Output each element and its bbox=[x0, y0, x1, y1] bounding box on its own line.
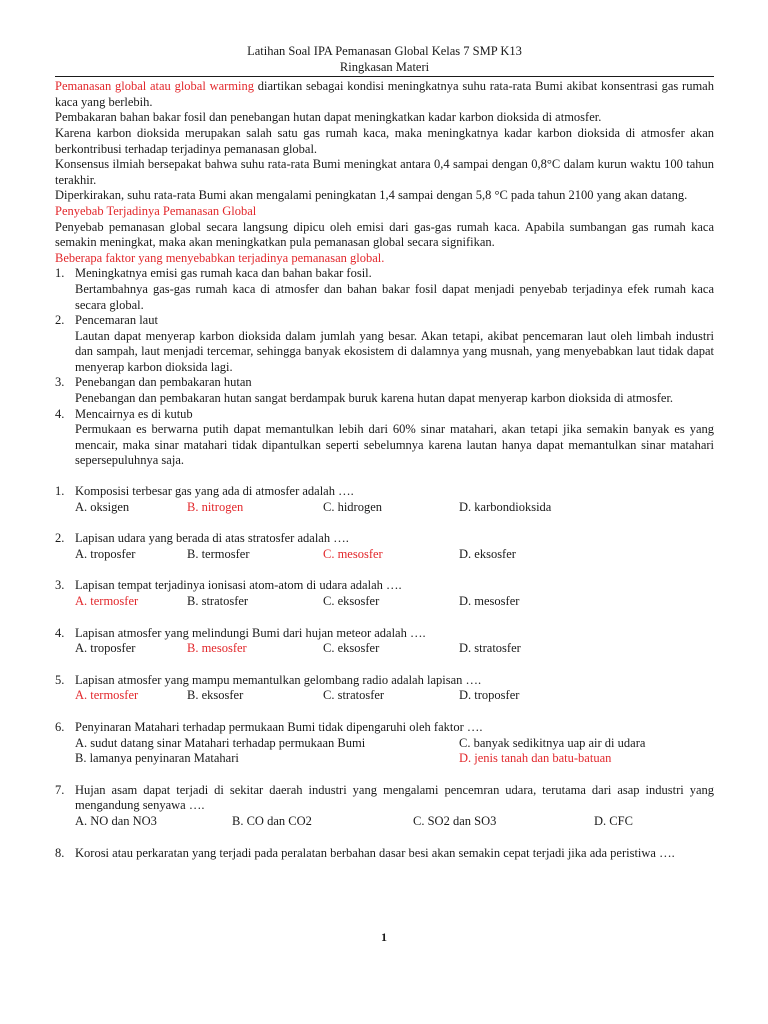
factor-text: Lautan dapat menyerap karbon dioksida dalam jumlah yang besar. Akan tetapi, akibat pencemaran laut oleh limbah industri dan sampah, laut menjadi tercemar, sehingga banyak ekosistem di dalamnya yang musnah, yang menyebabkan laut tidak dapat menyerap karbon dioksida lagi. bbox=[75, 328, 714, 374]
question-text: Lapisan atmosfer yang mampu memantulkan gelombang radio adalah lapisan …. bbox=[75, 672, 482, 687]
summary-paragraph-2: Pembakaran bahan bakar fosil dan penebangan hutan dapat meningkatkan kadar karbon dioksida di atmosfer. bbox=[55, 110, 602, 125]
factor-text: Penebangan dan pembakaran hutan sangat berdampak buruk karena hutan dapat menyerap karbon dioksida di atmosfer. bbox=[75, 391, 674, 406]
answer-option-correct: A. termosfer bbox=[75, 594, 139, 608]
answer-option-correct: D. jenis tanah dan batu-batuan bbox=[459, 751, 612, 766]
question-item bbox=[55, 720, 714, 767]
factor-list bbox=[55, 266, 714, 469]
answer-option: A. NO dan NO3 bbox=[75, 813, 157, 828]
factor-item bbox=[55, 375, 714, 406]
question-number: 7. bbox=[55, 782, 65, 797]
question-text: Lapisan udara yang berada di atas stratosfer adalah …. bbox=[75, 531, 349, 546]
summary-paragraph-3: Karena karbon dioksida merupakan salah satu gas rumah kaca, maka meningkatnya kadar karbon dioksida di atmosfer akan berkontribusi terhadap terjadinya pemanasan global. bbox=[55, 125, 714, 156]
answer-option: C. hidrogen bbox=[323, 499, 383, 514]
answer-option-correct: B. nitrogen bbox=[187, 499, 244, 514]
option-row bbox=[75, 594, 714, 610]
factor-text: Bertambahnya gas-gas rumah kaca di atmosfer dan bahan bakar fosil dapat menjadi penyebab terjadinya efek rumah kaca secara global. bbox=[75, 281, 714, 312]
answer-option: C. banyak sedikitnya uap air di udara bbox=[459, 735, 646, 750]
question-text: Komposisi terbesar gas yang ada di atmosfer adalah …. bbox=[75, 484, 354, 499]
option-row bbox=[75, 688, 714, 704]
answer-option: B. lamanya penyinaran Matahari bbox=[75, 751, 239, 766]
question-list bbox=[55, 484, 714, 861]
page-title: Latihan Soal IPA Pemanasan Global Kelas 7 SMP K13 bbox=[247, 44, 522, 58]
factor-item bbox=[55, 407, 714, 469]
answer-option: C. stratosfer bbox=[323, 688, 385, 703]
document-page bbox=[55, 44, 714, 861]
option-row bbox=[75, 751, 714, 767]
header-divider bbox=[55, 76, 714, 77]
question-number: 1. bbox=[55, 484, 65, 499]
highlight-term: Pemanasan global atau global warming bbox=[55, 79, 255, 94]
factor-number: 1. bbox=[55, 266, 65, 281]
factor-title: Penebangan dan pembakaran hutan bbox=[75, 375, 252, 390]
answer-option: D. mesosfer bbox=[459, 594, 520, 608]
cause-paragraph: Penyebab pemanasan global secara langsung dipicu oleh emisi dari gas-gas rumah kaca. Apabila sumbangan gas rumah kaca semakin meningkat, maka akan meningkatkan pula pemanasan global secara signifikan. bbox=[55, 219, 714, 250]
summary-paragraph-5: Diperkirakan, suhu rata-rata Bumi akan mengalami peningkatan 1,4 sampai dengan 5,8 °C pada tahun 2100 yang akan datang. bbox=[55, 188, 688, 203]
summary-paragraph-1: Pemanasan global atau global warming diartikan sebagai kondisi meningkatnya suhu rata-rata Bumi akibat konsentrasi gas rumah kaca yang berlebih. bbox=[55, 79, 714, 109]
question-item bbox=[55, 783, 714, 830]
option-row bbox=[75, 500, 714, 516]
option-row bbox=[75, 736, 714, 752]
option-row bbox=[75, 641, 714, 657]
question-text: Lapisan atmosfer yang melindungi Bumi dari hujan meteor adalah …. bbox=[75, 625, 426, 640]
question-item bbox=[55, 673, 714, 704]
answer-option: D. troposfer bbox=[459, 688, 520, 703]
answer-option: A. oksigen bbox=[75, 499, 130, 514]
question-number: 2. bbox=[55, 531, 65, 546]
answer-option: B. eksosfer bbox=[187, 688, 244, 703]
question-text: Lapisan tempat terjadinya ionisasi atom-atom di udara adalah …. bbox=[75, 578, 402, 593]
answer-option: B. CO dan CO2 bbox=[232, 813, 312, 828]
option-row bbox=[75, 814, 714, 830]
answer-option: B. termosfer bbox=[187, 546, 250, 561]
question-number: 4. bbox=[55, 625, 65, 640]
option-row bbox=[75, 547, 714, 563]
answer-option: A. troposfer bbox=[75, 546, 136, 561]
question-item bbox=[55, 626, 714, 657]
answer-option: A. sudut datang sinar Matahari terhadap permukaan Bumi bbox=[75, 735, 366, 750]
factor-text: Permukaan es berwarna putih dapat memantulkan lebih dari 60% sinar matahari, akan tetapi jika semakin banyak es yang mencair, maka sinar matahari tidak dipantulkan seperti sebelumnya karena lautan hanya dapat memantulkan sinar matahari sepersepuluhnya saja. bbox=[75, 422, 714, 468]
answer-option: C. eksosfer bbox=[323, 641, 380, 656]
question-text: Penyinaran Matahari terhadap permukaan Bumi tidak dipengaruhi oleh faktor …. bbox=[75, 719, 483, 734]
factor-item bbox=[55, 266, 714, 313]
question-number: 3. bbox=[55, 578, 65, 593]
answer-option-correct: A. termosfer bbox=[75, 688, 139, 703]
answer-option: C. SO2 dan SO3 bbox=[413, 813, 497, 828]
factor-item bbox=[55, 313, 714, 375]
answer-option: D. eksosfer bbox=[459, 546, 516, 561]
answer-option-correct: C. mesosfer bbox=[323, 546, 383, 561]
summary-paragraph-4: Konsensus ilmiah bersepakat bahwa suhu rata-rata Bumi meningkat antara 0,4 sampai dengan 0,8°C dalam kurun waktu 100 tahun terakhir. bbox=[55, 157, 714, 187]
question-text: Hujan asam dapat terjadi di sekitar daerah industri yang mengalami pencemran udara, terutama dari asap industri yang mengandung senyawa …. bbox=[75, 782, 714, 813]
page-number: 1 bbox=[381, 930, 387, 944]
factor-title: Mencairnya es di kutub bbox=[75, 406, 193, 421]
question-number: 5. bbox=[55, 672, 65, 687]
answer-option: C. eksosfer bbox=[323, 594, 380, 608]
section-heading-factors: Beberapa faktor yang menyebabkan terjadinya pemanasan global. bbox=[55, 250, 385, 265]
factor-number: 2. bbox=[55, 313, 65, 328]
answer-option: D. CFC bbox=[594, 813, 633, 828]
factor-title: Pencemaran laut bbox=[75, 313, 158, 328]
factor-title: Meningkatnya emisi gas rumah kaca dan bahan bakar fosil. bbox=[75, 266, 372, 281]
answer-option: A. troposfer bbox=[75, 641, 136, 656]
page-subtitle: Ringkasan Materi bbox=[339, 59, 430, 74]
answer-option-correct: B. mesosfer bbox=[187, 641, 247, 656]
answer-option: B. stratosfer bbox=[187, 594, 249, 608]
question-item bbox=[55, 531, 714, 562]
answer-option: D. karbondioksida bbox=[459, 499, 552, 514]
section-heading-cause: Penyebab Terjadinya Pemanasan Global bbox=[55, 203, 257, 218]
question-number: 6. bbox=[55, 719, 65, 734]
factor-number: 3. bbox=[55, 375, 65, 390]
question-item bbox=[55, 578, 714, 609]
question-item bbox=[55, 846, 714, 862]
factor-number: 4. bbox=[55, 406, 65, 421]
question-text: Korosi atau perkaratan yang terjadi pada peralatan berbahan dasar besi akan semakin cepat terjadi jika ada peristiwa …. bbox=[75, 845, 675, 860]
answer-option: D. stratosfer bbox=[459, 641, 521, 656]
question-item bbox=[55, 484, 714, 515]
question-number: 8. bbox=[55, 845, 65, 860]
